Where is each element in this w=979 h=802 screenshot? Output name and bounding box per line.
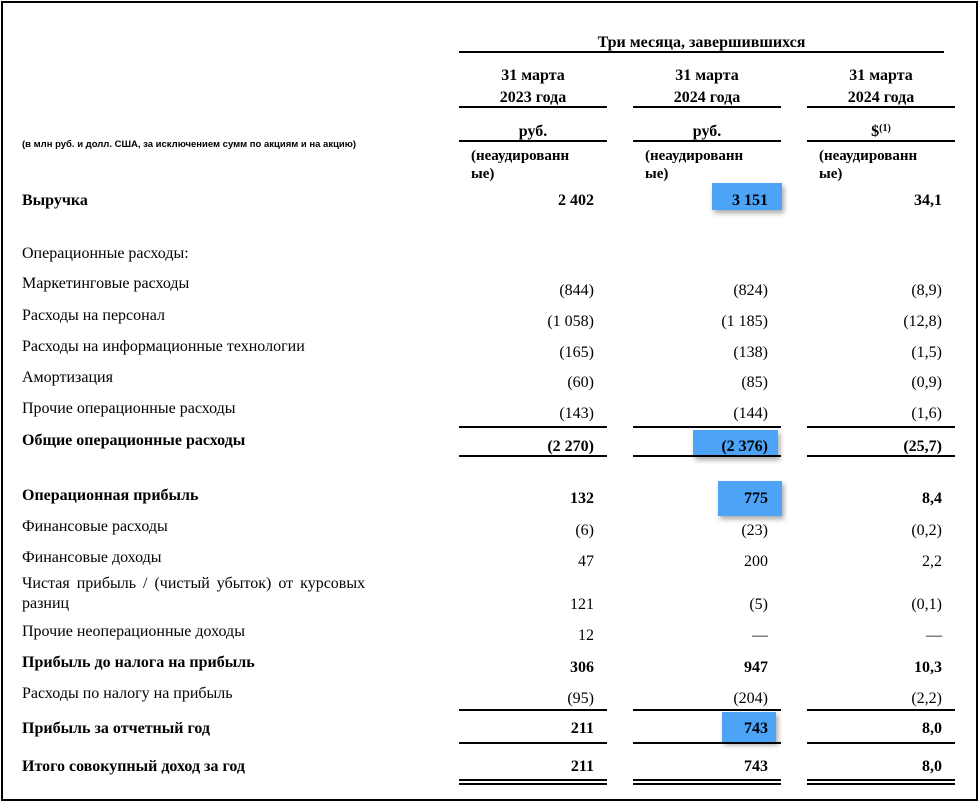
column-date-rule [807, 106, 955, 108]
row-value: (1,5) [911, 344, 942, 361]
total-double-rule [459, 779, 607, 781]
row-value: (2 376) [721, 438, 768, 455]
column-date-line1: 31 марта [849, 67, 913, 84]
row-value: 775 [744, 490, 768, 507]
row-value: (95) [567, 690, 594, 707]
subtotal-rule [459, 709, 607, 711]
row-label: Операционная прибыль [22, 487, 199, 504]
row-value: (165) [559, 344, 594, 361]
row-value: (844) [559, 282, 594, 299]
subtotal-rule [633, 742, 781, 744]
row-label: Прочие операционные расходы [22, 400, 236, 417]
currency-symbol: руб. [518, 123, 548, 140]
footnote-ref: (1) [879, 123, 891, 134]
row-label: Финансовые доходы [22, 549, 162, 566]
row-value: 200 [744, 553, 768, 570]
row-value: (0,2) [911, 522, 942, 539]
row-value: — [752, 627, 768, 644]
row-value: (144) [733, 405, 768, 422]
row-value: — [926, 627, 942, 644]
row-value: (8,9) [911, 282, 942, 299]
row-value: 947 [744, 659, 768, 676]
row-value: 10,3 [914, 659, 942, 676]
row-value: 132 [570, 490, 594, 507]
total-double-rule [633, 783, 781, 785]
row-label: Прибыль за отчетный год [22, 720, 210, 737]
units-note: (в млн руб. и долл. США, за исключением сумм по акциям и на акцию) [22, 139, 357, 150]
row-label: Финансовые расходы [22, 518, 168, 535]
row-value: (824) [733, 282, 768, 299]
subtotal-rule [807, 426, 955, 428]
row-label: Общие операционные расходы [22, 432, 246, 449]
row-label: Амортизация [22, 369, 113, 386]
total-double-rule [807, 779, 955, 781]
row-value: (0,9) [911, 374, 942, 391]
row-value: (5) [749, 596, 768, 613]
column-currency-rule [633, 140, 781, 142]
column-audit-line2: ые) [645, 166, 669, 182]
row-value: 2,2 [922, 553, 942, 570]
row-value: 743 [744, 758, 768, 775]
column-date-line2: 2024 года [847, 89, 915, 106]
row-value: 211 [570, 758, 594, 775]
subtotal-rule [807, 709, 955, 711]
row-value: (6) [575, 522, 594, 539]
row-label-continuation: разниц [22, 595, 70, 612]
row-label: Расходы по налогу на прибыль [22, 685, 233, 702]
row-label: Прочие неоперационные доходы [22, 623, 245, 640]
column-audit-line1: (неаудированн [819, 148, 918, 164]
column-audit-line2: ые) [819, 166, 843, 182]
column-date-line1: 31 марта [501, 67, 565, 84]
column-currency-rule [807, 140, 955, 142]
row-value: 211 [570, 720, 594, 737]
row-value: (12,8) [903, 313, 942, 330]
subtotal-rule [459, 426, 607, 428]
row-label: Выручка [22, 192, 88, 209]
subtotal-rule [633, 455, 781, 457]
column-audit-line1: (неаудированн [471, 148, 570, 164]
row-value: (0,1) [911, 596, 942, 613]
column-date-rule [459, 106, 607, 108]
row-value: 743 [744, 720, 768, 737]
row-value: 34,1 [914, 192, 942, 209]
column-currency [459, 122, 607, 141]
column-audit-line2: ые) [471, 166, 495, 182]
row-value: (25,7) [903, 438, 942, 455]
row-label: Прибыль до налога на прибыль [22, 654, 255, 671]
total-double-rule [807, 783, 955, 785]
column-currency-rule [459, 140, 607, 142]
row-value: (138) [733, 344, 768, 361]
row-value: (2 270) [547, 438, 594, 455]
row-value: 306 [570, 659, 594, 676]
column-currency [633, 122, 781, 141]
currency-symbol: $ [871, 123, 880, 140]
total-double-rule [459, 783, 607, 785]
subtotal-rule [807, 742, 955, 744]
row-value: 8,0 [922, 758, 942, 775]
row-value: (60) [567, 374, 594, 391]
row-label: Итого совокупный доход за год [22, 758, 245, 775]
column-audit-line1: (неаудированн [645, 148, 744, 164]
row-value: (2,2) [911, 690, 942, 707]
row-value: 121 [570, 596, 594, 613]
row-value: 8,4 [922, 490, 942, 507]
column-date-line1: 31 марта [675, 67, 739, 84]
row-value: 12 [578, 627, 594, 644]
row-value: (204) [733, 690, 768, 707]
row-label: Маркетинговые расходы [22, 275, 190, 292]
row-label: Расходы на персонал [22, 307, 165, 324]
row-value: (1,6) [911, 405, 942, 422]
row-value: 3 151 [732, 192, 768, 209]
column-date-line2: 2023 года [499, 89, 567, 106]
row-value: 47 [578, 553, 594, 570]
row-value: (85) [741, 374, 768, 391]
subtotal-rule [459, 742, 607, 744]
subtotal-rule [633, 709, 781, 711]
row-value: (1 058) [547, 313, 594, 330]
subtotal-rule [633, 426, 781, 428]
total-double-rule [633, 779, 781, 781]
row-value: (23) [741, 522, 768, 539]
row-value: (1 185) [721, 313, 768, 330]
column-currency [807, 122, 955, 141]
period-heading: Три месяца, завершившихся [597, 34, 806, 51]
row-value: 8,0 [922, 720, 942, 737]
column-date-rule [633, 106, 781, 108]
row-value: (143) [559, 405, 594, 422]
subtotal-rule [459, 455, 607, 457]
row-value: 2 402 [558, 192, 594, 209]
row-label: Операционные расходы: [22, 245, 189, 262]
row-label: Чистая прибыль / (чистый убыток) от курсовых [22, 575, 366, 592]
row-label: Расходы на информационные технологии [22, 338, 305, 355]
currency-symbol: руб. [692, 123, 722, 140]
column-date-line2: 2024 года [673, 89, 741, 106]
subtotal-rule [807, 455, 955, 457]
